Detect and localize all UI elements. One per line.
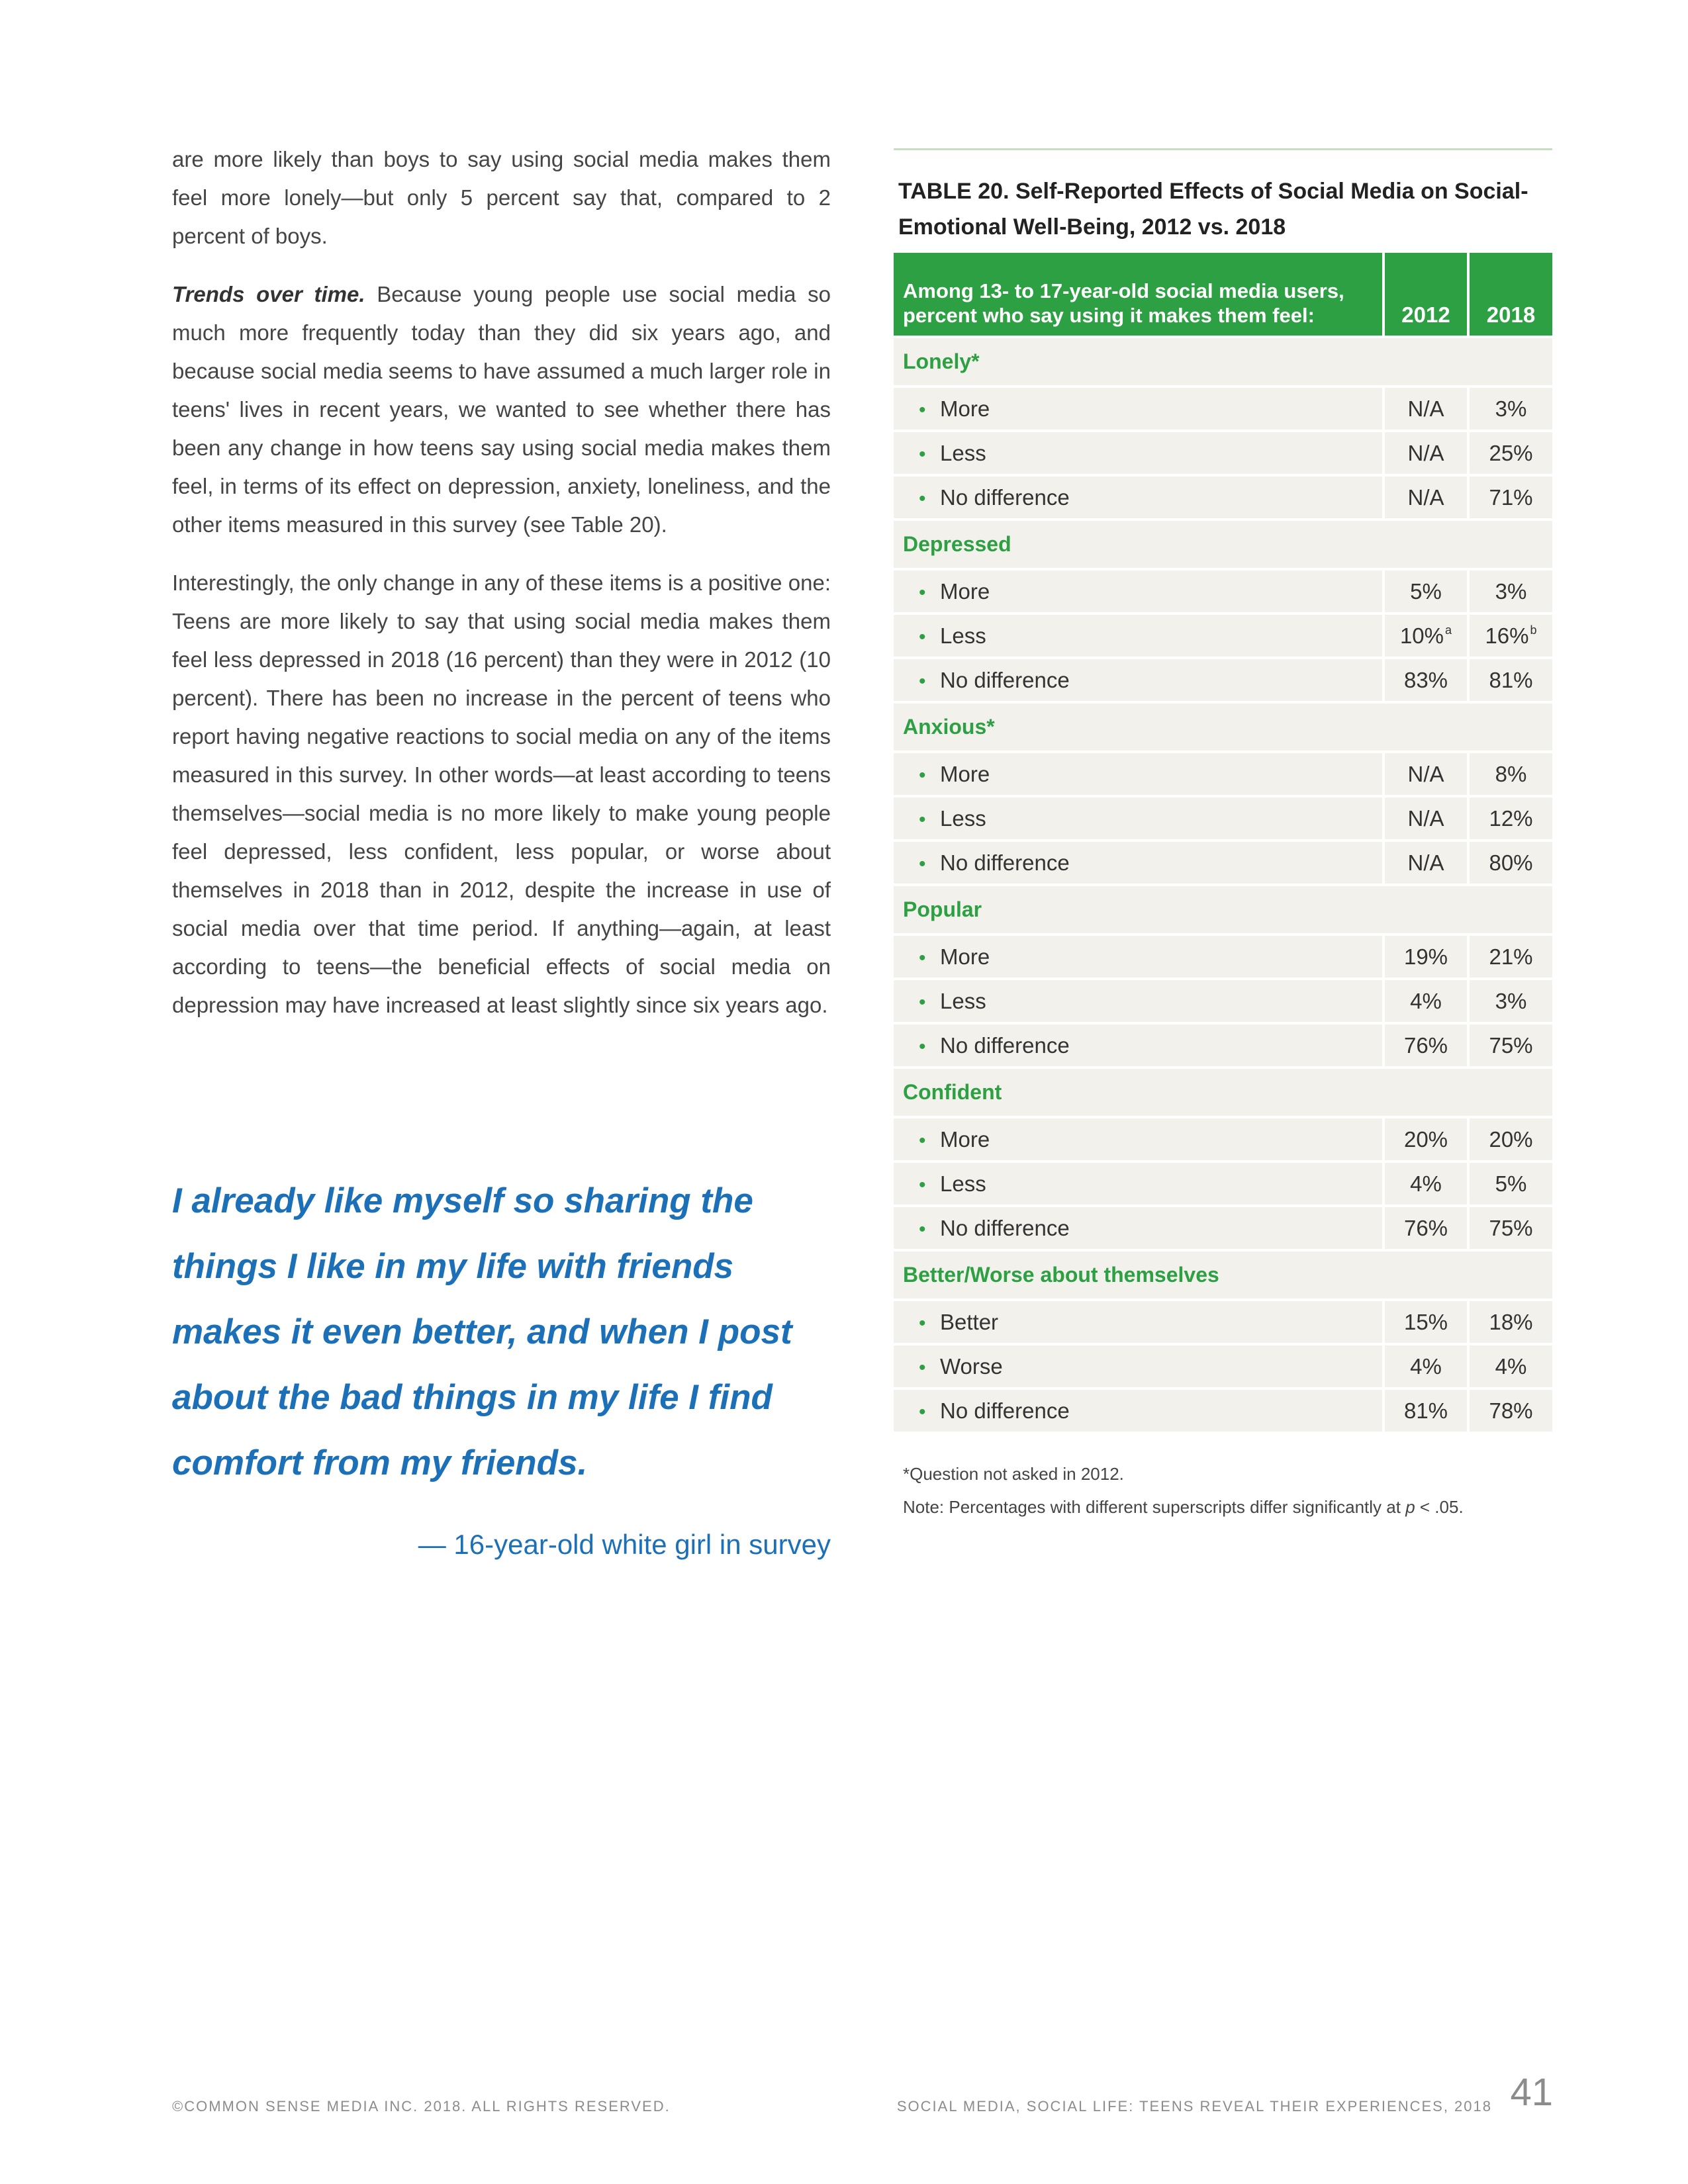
value-2012: 4% xyxy=(1410,988,1442,1013)
category-row xyxy=(894,701,1552,751)
row-label: Less xyxy=(940,440,986,465)
value-2012-cell xyxy=(1382,1022,1467,1066)
row-label: No difference xyxy=(940,1215,1070,1240)
table-row xyxy=(894,1298,1552,1343)
value-2018-cell xyxy=(1467,751,1552,795)
bullet-icon: • xyxy=(919,852,926,875)
row-label-cell xyxy=(894,933,1382,978)
row-label-cell xyxy=(894,1022,1382,1066)
row-label-cell xyxy=(894,978,1382,1022)
row-label: No difference xyxy=(940,850,1070,875)
category-label: Better/Worse about themselves xyxy=(894,1249,1552,1298)
row-label: Less xyxy=(940,1171,986,1196)
header-year-2018: 2018 xyxy=(1467,253,1552,336)
value-2018-cell xyxy=(1467,978,1552,1022)
value-2012: 76% xyxy=(1403,1215,1448,1240)
row-label-cell xyxy=(894,568,1382,612)
value-2018: 71% xyxy=(1489,484,1533,510)
value-2012: 4% xyxy=(1410,1171,1442,1196)
value-2012-cell xyxy=(1382,430,1467,474)
bullet-icon: • xyxy=(919,1356,926,1379)
table-row xyxy=(894,430,1552,474)
results-table xyxy=(894,253,1552,1432)
value-2012: N/A xyxy=(1407,850,1444,875)
category-label: Depressed xyxy=(894,518,1552,568)
bullet-icon: • xyxy=(919,764,926,786)
bullet-icon: • xyxy=(919,1400,926,1423)
value-2018-cell xyxy=(1467,1343,1552,1387)
value-2018: 18% xyxy=(1489,1309,1533,1334)
value-2018: 81% xyxy=(1489,667,1533,692)
value-2012-cell xyxy=(1382,795,1467,839)
row-label-cell xyxy=(894,1343,1382,1387)
bullet-icon: • xyxy=(919,398,926,421)
row-label: No difference xyxy=(940,667,1070,692)
table-top-rule xyxy=(894,148,1552,150)
value-2012-cell xyxy=(1382,474,1467,518)
table-row xyxy=(894,612,1552,657)
value-2012-cell xyxy=(1382,1205,1467,1249)
value-2018-cell xyxy=(1467,1387,1552,1432)
footnote-text: Note: Percentages with different superscripts differ significantly at xyxy=(903,1497,1406,1517)
row-label-cell xyxy=(894,474,1382,518)
value-2012: N/A xyxy=(1407,440,1444,465)
bullet-icon: • xyxy=(919,1035,926,1058)
row-label: No difference xyxy=(940,484,1070,510)
category-label: Confident xyxy=(894,1066,1552,1116)
row-label-cell xyxy=(894,839,1382,884)
row-label: Less xyxy=(940,988,986,1013)
bullet-icon: • xyxy=(919,1312,926,1334)
row-label-cell xyxy=(894,612,1382,657)
row-label: No difference xyxy=(940,1032,1070,1058)
value-2012-cell xyxy=(1382,1160,1467,1205)
header-description: Among 13- to 17-year-old social media users, percent who say using it makes them feel: xyxy=(894,253,1382,336)
value-2012: 10% xyxy=(1399,623,1444,648)
value-2018: 3% xyxy=(1495,988,1527,1013)
table-row xyxy=(894,1205,1552,1249)
table-row xyxy=(894,1387,1552,1432)
bullet-icon: • xyxy=(919,670,926,692)
value-2012-cell xyxy=(1382,385,1467,430)
value-2018-cell xyxy=(1467,568,1552,612)
bullet-icon: • xyxy=(919,487,926,510)
value-2018-cell xyxy=(1467,657,1552,701)
table-row xyxy=(894,751,1552,795)
category-row xyxy=(894,884,1552,933)
footnote-text-end: < .05. xyxy=(1415,1497,1464,1517)
value-2012: N/A xyxy=(1407,805,1444,831)
value-2012-cell xyxy=(1382,933,1467,978)
row-label: Less xyxy=(940,623,986,648)
value-2018: 8% xyxy=(1495,761,1527,786)
value-2012: 81% xyxy=(1403,1398,1448,1423)
table-title: TABLE 20. Self-Reported Effects of Social Media on Social-Emotional Well-Being, 2012 vs. 2018 xyxy=(898,179,1528,240)
value-2012: N/A xyxy=(1407,396,1444,421)
value-2012-cell xyxy=(1382,1116,1467,1160)
value-2012: N/A xyxy=(1407,484,1444,510)
value-2018: 25% xyxy=(1489,440,1533,465)
value-2012: 20% xyxy=(1403,1126,1448,1152)
table-row xyxy=(894,795,1552,839)
value-2012-cell xyxy=(1382,1387,1467,1432)
value-2018-cell xyxy=(1467,839,1552,884)
row-label: More xyxy=(940,761,990,786)
value-2018: 80% xyxy=(1489,850,1533,875)
footnote-p: p xyxy=(1405,1497,1415,1517)
value-2012: 4% xyxy=(1410,1353,1442,1379)
page-number: 41 xyxy=(1510,2071,1553,2114)
value-2018: 3% xyxy=(1495,578,1527,604)
row-label: Better xyxy=(940,1309,999,1334)
row-label: More xyxy=(940,578,990,604)
superscript-2018: b xyxy=(1530,623,1537,637)
table-row xyxy=(894,1160,1552,1205)
bullet-icon: • xyxy=(919,991,926,1013)
value-2018-cell xyxy=(1467,1160,1552,1205)
row-label-cell xyxy=(894,1298,1382,1343)
value-2012: 19% xyxy=(1403,944,1448,969)
value-2018-cell xyxy=(1467,933,1552,978)
value-2012: N/A xyxy=(1407,761,1444,786)
value-2018: 3% xyxy=(1495,396,1527,421)
value-2018: 21% xyxy=(1489,944,1533,969)
bullet-icon: • xyxy=(919,625,926,648)
value-2012-cell xyxy=(1382,751,1467,795)
value-2018: 78% xyxy=(1489,1398,1533,1423)
category-row xyxy=(894,1249,1552,1298)
category-label: Lonely* xyxy=(894,336,1552,385)
value-2012: 83% xyxy=(1403,667,1448,692)
table-header-row xyxy=(894,253,1552,336)
row-label-cell xyxy=(894,1160,1382,1205)
paragraph: Interestingly, the only change in any of these items is a positive one: Teens are more likely to say that using social media makes them feel less depressed in 2018 (16 percent) than they were in 2012 (10 percent). There has been no increase in the percent of teens who report having negative reactions to social media on any of the items measured in this survey. In other words—at least according to teens themselves—social media is no more likely to make young people feel depressed, less confident, less popular, or worse about themselves in 2018 than in 2012, despite the increase in use of social media over that time period. If anything—again, at least according to teens—the beneficial effects of social media on depression may have increased at least slightly since six years ago. xyxy=(172,570,831,1017)
bullet-icon: • xyxy=(919,808,926,831)
row-label-cell xyxy=(894,795,1382,839)
bullet-icon: • xyxy=(919,946,926,969)
pull-quote: I already like myself so sharing the things I like in my life with friends makes it even better, and when I post about the bad things in my life I find comfort from my friends. xyxy=(172,1181,792,1482)
quote-attribution: — 16-year-old white girl in survey xyxy=(418,1529,831,1560)
bullet-icon: • xyxy=(919,1129,926,1152)
row-label-cell xyxy=(894,657,1382,701)
value-2012-cell xyxy=(1382,612,1467,657)
footnote-significance xyxy=(903,1497,1552,1518)
table-body xyxy=(894,336,1552,1432)
paragraph-body: Because young people use social media so much more frequently today than they did six years ago, and because social media seems to have assumed a much larger role in teens' lives in recent years, we wanted to see whether there has been any change in how teens say using social media makes them feel, in terms of its effect on depression, anxiety, loneliness, and the other items measured in this survey (see Table 20). xyxy=(172,282,831,537)
value-2012: 5% xyxy=(1410,578,1442,604)
value-2012-cell xyxy=(1382,1298,1467,1343)
value-2018: 16% xyxy=(1485,623,1529,648)
category-row xyxy=(894,518,1552,568)
table-row xyxy=(894,1022,1552,1066)
row-label-cell xyxy=(894,385,1382,430)
paragraph-lead-in: Trends over time. xyxy=(172,282,365,306)
footer-report-title: SOCIAL MEDIA, SOCIAL LIFE: TEENS REVEAL THEIR EXPERIENCES, 2018 xyxy=(896,2098,1492,2115)
value-2012-cell xyxy=(1382,978,1467,1022)
row-label: More xyxy=(940,396,990,421)
value-2018-cell xyxy=(1467,612,1552,657)
table-row xyxy=(894,839,1552,884)
body-text-column xyxy=(172,140,831,1044)
value-2018: 4% xyxy=(1495,1353,1527,1379)
value-2012-cell xyxy=(1382,657,1467,701)
value-2018-cell xyxy=(1467,430,1552,474)
row-label: Less xyxy=(940,805,986,831)
category-row xyxy=(894,336,1552,385)
value-2018-cell xyxy=(1467,474,1552,518)
value-2018-cell xyxy=(1467,1116,1552,1160)
table-row xyxy=(894,568,1552,612)
row-label-cell xyxy=(894,430,1382,474)
value-2018-cell xyxy=(1467,1205,1552,1249)
bullet-icon: • xyxy=(919,1218,926,1240)
header-year-2012: 2012 xyxy=(1382,253,1467,336)
category-label: Anxious* xyxy=(894,701,1552,751)
footnote-asterisk: *Question not asked in 2012. xyxy=(903,1464,1124,1484)
row-label-cell xyxy=(894,1205,1382,1249)
bullet-icon: • xyxy=(919,443,926,465)
category-label: Popular xyxy=(894,884,1552,933)
value-2018-cell xyxy=(1467,795,1552,839)
paragraph: are more likely than boys to say using social media makes them feel more lonely—but only 5 percent say that, compared to 2 percent of boys. xyxy=(172,147,831,248)
table-row xyxy=(894,474,1552,518)
row-label-cell xyxy=(894,751,1382,795)
table-row xyxy=(894,1116,1552,1160)
value-2018: 5% xyxy=(1495,1171,1527,1196)
value-2012-cell xyxy=(1382,568,1467,612)
value-2012-cell xyxy=(1382,839,1467,884)
value-2012: 15% xyxy=(1403,1309,1448,1334)
row-label: Worse xyxy=(940,1353,1003,1379)
value-2012-cell xyxy=(1382,1343,1467,1387)
row-label: No difference xyxy=(940,1398,1070,1423)
value-2018-cell xyxy=(1467,1022,1552,1066)
value-2018: 20% xyxy=(1489,1126,1533,1152)
row-label: More xyxy=(940,944,990,969)
footer-copyright: ©COMMON SENSE MEDIA INC. 2018. ALL RIGHTS RESERVED. xyxy=(172,2098,671,2115)
value-2018-cell xyxy=(1467,385,1552,430)
category-row xyxy=(894,1066,1552,1116)
row-label: More xyxy=(940,1126,990,1152)
table-row xyxy=(894,657,1552,701)
superscript-2012: a xyxy=(1445,623,1452,637)
paragraph xyxy=(172,275,831,544)
row-label-cell xyxy=(894,1116,1382,1160)
value-2012: 76% xyxy=(1403,1032,1448,1058)
value-2018-cell xyxy=(1467,1298,1552,1343)
bullet-icon: • xyxy=(919,1173,926,1196)
table-row xyxy=(894,933,1552,978)
value-2018: 75% xyxy=(1489,1032,1533,1058)
table-row xyxy=(894,1343,1552,1387)
value-2018: 75% xyxy=(1489,1215,1533,1240)
table-row xyxy=(894,385,1552,430)
row-label-cell xyxy=(894,1387,1382,1432)
value-2018: 12% xyxy=(1489,805,1533,831)
bullet-icon: • xyxy=(919,581,926,604)
table-row xyxy=(894,978,1552,1022)
